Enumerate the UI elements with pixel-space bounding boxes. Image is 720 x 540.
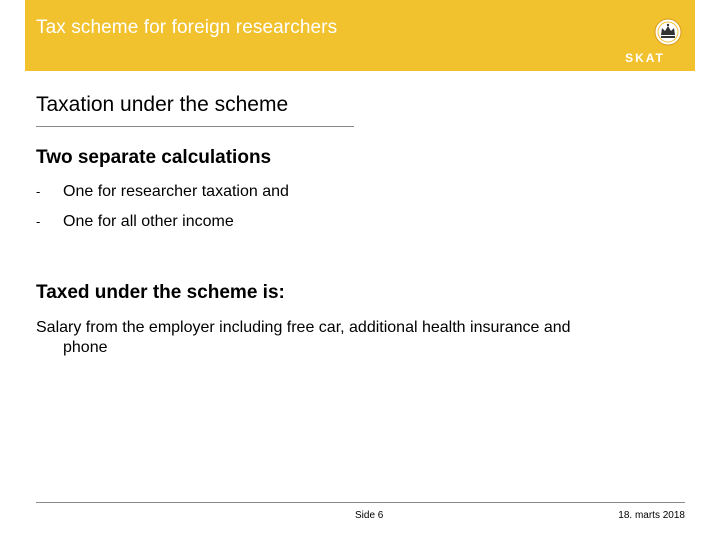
crown-badge-icon xyxy=(654,18,682,46)
footer-date: 18. marts 2018 xyxy=(618,510,685,521)
paragraph-line: Salary from the employer including free car, additional health insurance and xyxy=(36,319,571,336)
section-heading: Taxed under the scheme is: xyxy=(36,282,285,303)
page-number: Side 6 xyxy=(355,510,384,521)
subheading: Two separate calculations xyxy=(36,147,272,168)
bullet-text: One for researcher taxation and xyxy=(63,183,289,200)
body-paragraph xyxy=(36,318,651,358)
footer-rule xyxy=(36,502,685,503)
heading-underline xyxy=(36,126,354,127)
paragraph-line: phone xyxy=(63,339,108,356)
skat-logo xyxy=(605,18,685,64)
bullet-marker: - xyxy=(36,184,41,199)
slide-heading: Taxation under the scheme xyxy=(36,93,289,116)
presentation-title: Tax scheme for foreign researchers xyxy=(36,17,338,38)
bullet-marker: - xyxy=(36,214,41,229)
logo-text: SKAT xyxy=(625,51,665,64)
skat-wordmark-icon xyxy=(605,51,685,64)
header-band xyxy=(25,0,695,71)
bullet-text: One for all other income xyxy=(63,213,234,230)
